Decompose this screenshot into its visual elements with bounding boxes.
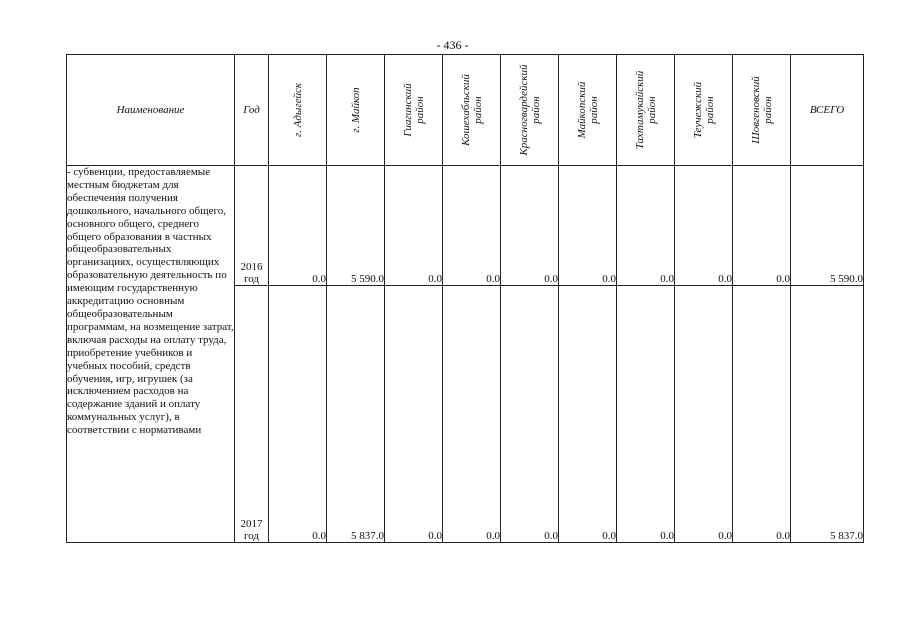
- value-cell: 0.0: [269, 286, 327, 543]
- header-row: [67, 55, 864, 166]
- value-cell: 0.0: [443, 166, 501, 286]
- year-cell: 2017 год: [235, 286, 269, 543]
- header-district-maykop-city: г. Майкоп: [327, 55, 385, 166]
- header-district-maykopsky: Майкопский район: [559, 55, 617, 166]
- value-cell: 0.0: [559, 166, 617, 286]
- value-cell: 0.0: [675, 166, 733, 286]
- header-district-adygeysk: г. Адыгейск: [269, 55, 327, 166]
- header-district-takhtamukaysky: Тахтамукайский район: [617, 55, 675, 166]
- value-cell: 5 837.0: [327, 286, 385, 543]
- header-district-giaginsky: Гиагинский район: [385, 55, 443, 166]
- header-total: ВСЕГО: [791, 55, 864, 166]
- value-cell: 0.0: [733, 166, 791, 286]
- value-cell: 0.0: [385, 286, 443, 543]
- value-cell: 5 590.0: [327, 166, 385, 286]
- header-district-teuchezhsky: Теучежский район: [675, 55, 733, 166]
- value-cell: 0.0: [269, 166, 327, 286]
- header-year: Год: [235, 55, 269, 166]
- budget-table: [66, 54, 864, 543]
- header-district-krasnogvardeysky: Красногвардейский район: [501, 55, 559, 166]
- value-cell: 0.0: [617, 166, 675, 286]
- page-number: - 436 -: [436, 38, 469, 52]
- value-cell: 0.0: [501, 166, 559, 286]
- total-cell: 5 837.0: [791, 286, 864, 543]
- value-cell: 0.0: [675, 286, 733, 543]
- year-cell: 2016 год: [235, 166, 269, 286]
- value-cell: 0.0: [733, 286, 791, 543]
- total-cell: 5 590.0: [791, 166, 864, 286]
- row-name-cell: - субвенции, предоставляемые местным бюджетам для обеспечения получения дошкольного, начального общего, основного общего, среднего общего образования в частных общеобразовательных организациях, осуществляющих образовательную деятельность по имеющим государственную аккредитацию основным общеобразовательным программам, на возмещение затрат, включая расходы на оплату труда, приобретение учебников и учебных пособий, средств обучения, игр, игрушек (за исключением расходов на содержание зданий и оплату коммунальных услуг), в соответствии с нормативами: [67, 166, 235, 543]
- value-cell: 0.0: [501, 286, 559, 543]
- value-cell: 0.0: [617, 286, 675, 543]
- header-district-koshekhablsky: Кошехабльский район: [443, 55, 501, 166]
- header-name: Наименование: [67, 55, 235, 166]
- header-district-shovgenovsky: Шовгеновский район: [733, 55, 791, 166]
- table-row: [67, 166, 864, 286]
- value-cell: 0.0: [443, 286, 501, 543]
- value-cell: 0.0: [385, 166, 443, 286]
- value-cell: 0.0: [559, 286, 617, 543]
